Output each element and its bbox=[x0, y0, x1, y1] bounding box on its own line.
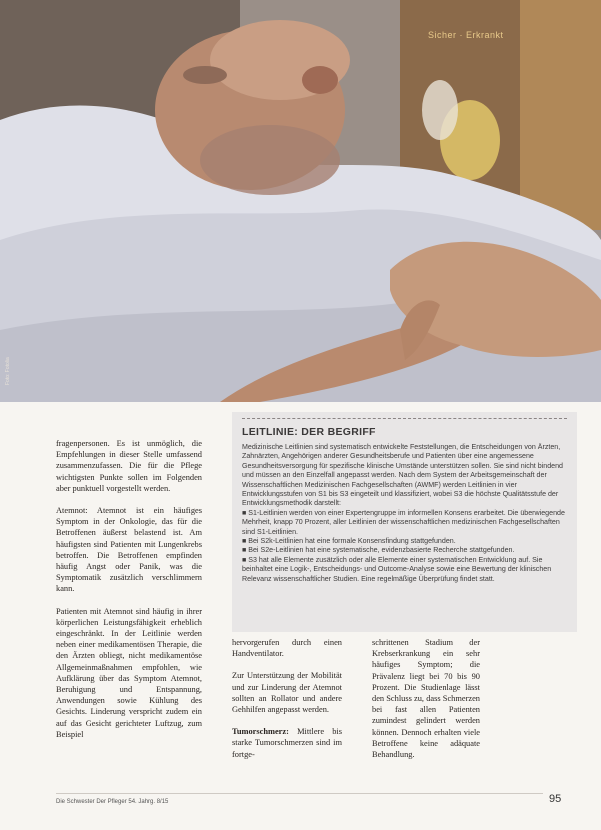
paragraph: schrittenen Stadium der Krebserkrankung ein sehr häufiges Symptom; die Prävalenz liegt bei 70 bis 90 Prozent. Die Studienlage lässt den Schluss zu, dass Schmerzen bei fast allen Patienten zumindest gelindert werden können. Dennoch erhalten viele Betroffene keine adäquate Behandlung. bbox=[372, 638, 480, 760]
journal-footer: Die Schwester Der Pfleger 54. Jahrg. 8/15 bbox=[56, 799, 169, 805]
paragraph: Atemnot: Atemnot ist ein häufiges Symptom in der Onkologie, das für die Betroffenen äußerst belastend ist. Am häufigsten sind Patienten mit Lungenkrebs betroffen. Die Betroffenen empfinden häufig Angst oder Panik, was die Symptomatik zusätzlich verschlimmern kann. bbox=[56, 506, 202, 594]
cover-photo bbox=[0, 0, 601, 402]
text-column-1 bbox=[56, 438, 202, 751]
page-number: 95 bbox=[549, 793, 562, 805]
patient-in-bed-photo bbox=[0, 0, 601, 402]
text-column-2 bbox=[232, 637, 342, 771]
paragraph: hervorgerufen durch einen Handventilator. bbox=[232, 638, 342, 659]
infobox-title: LEITLINIE: DER BEGRIFF bbox=[242, 426, 376, 438]
paragraph: Zur Unterstützung der Mobilität und zur Linderung der Atemnot sollten an Rollator und andere Gehhilfen angepasst werden. bbox=[232, 671, 342, 715]
infobox-rule bbox=[242, 418, 567, 419]
paragraph: fragenpersonen. Es ist unmöglich, die Empfehlungen in dieser Stelle umfassend zusammenzufassen. Die für die Pflege wichtigsten Punkte sollen im Folgenden aber punktuell vorgestellt werden. bbox=[56, 439, 202, 493]
paragraph bbox=[232, 726, 342, 760]
infobox-text: Medizinische Leitlinien sind systematisch entwickelte Feststellungen, die Entscheidungen von Ärzten, Zahnärzten, Angehörigen anderer Gesundheitsberufe und Patienten über eine angemessene Gesundheitsversorgung für spezifische klinische Umstände unterstützen sollen. Sie sind nicht bindend und müssen an den Einzelfall angepasst werden. Nach dem System der Arbeitsgemeinschaft der Wissenschaftlichen Medizinischen Fachgesellschaften (AWMF) werden Leitlinien in vier Entwicklungsstufen von S1 bis S3 eingeteilt und klassifiziert, wobei S3 die höchste Qualitätsstufe der Entwicklungsmethodik darstellt: ■ S1-Leitlinien werden von einer Expertengruppe im informellen Konsens erarbeitet. Die überwiegende Mehrheit, knapp 70 Prozent, aller Leitlinien der wissenschaftlichen medizinischen Fachgesellschaften sind S1-Leitlinien. ■ Bei S2k-Leitlinien hat eine formale Konsensfindung stattgefunden. ■ Bei S2e-Leitlinien hat eine systematische, evidenzbasierte Recherche stattgefunden. ■ S3 hat alle Elemente zusätzlich oder alle Elemente einer systematischen Entwicklung auf. Sie beinhaltet eine Logik-, Entscheidungs- und Outcome-Analyse sowie eine Bewertung der klinischen Relevanz wissenschaftlicher Studien. Eine regelmäßige Überprüfung findet statt. bbox=[242, 443, 565, 583]
text-column-3 bbox=[372, 637, 480, 771]
subheading: Tumorschmerz: bbox=[232, 727, 289, 737]
section-label: Sicher · Erkrankt bbox=[428, 30, 504, 40]
paragraph-text: Mittlere bis starke Tumorschmerzen sind im fortge- bbox=[232, 727, 342, 759]
paragraph: Patienten mit Atemnot sind häufig in ihrer körperlichen Leistungsfähigkeit erheblich eingeschränkt. In der Leitlinie werden neben einer medikamentösen Therapie, die den Ärzten obliegt, nicht medikamentöse Allgemeinmaßnahmen empfohlen, wie Aufklärung über das Symptom Atemnot, Beruhigung und Entspannung, Anwendungen sowie Kühlung des Gesichts. Linderung verspricht zudem ein auf das Gesicht gerichteter Luftzug, zum Beispiel bbox=[56, 606, 202, 739]
guideline-infobox bbox=[232, 412, 577, 632]
footer-rule bbox=[56, 793, 543, 794]
photo-credit: Foto: Fotolia bbox=[5, 357, 11, 385]
